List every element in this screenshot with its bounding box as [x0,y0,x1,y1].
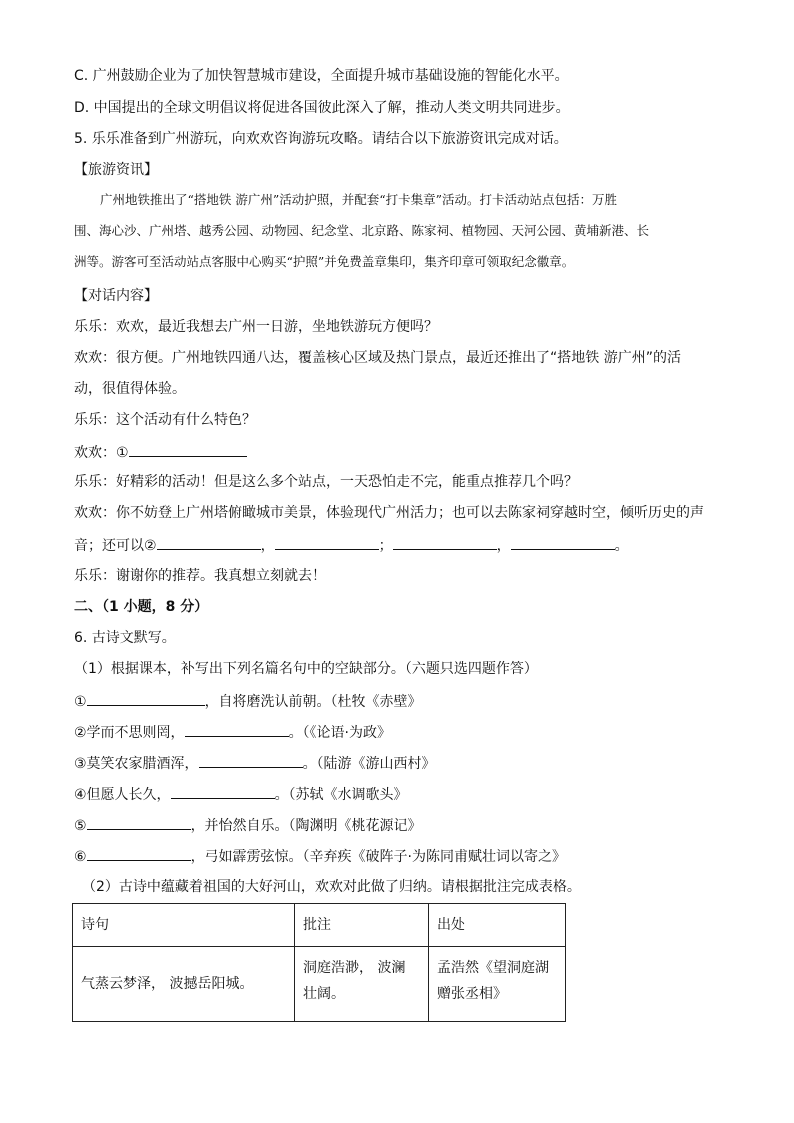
table-header-source: 出处 [429,904,566,947]
dialog-line-6b [74,534,629,556]
item-suffix: ，并怡然自乐。（陶渊明《桃花源记》 [190,818,422,834]
recitation-blank-5[interactable] [87,814,191,830]
separator: ； [378,538,393,554]
dialog-heading: 【对话内容】 [74,288,158,304]
table-row [73,947,566,1022]
recitation-item-6 [74,845,566,867]
question-6-stem: 6. 古诗文默写。 [74,630,176,646]
recitation-item-2 [74,721,391,743]
dialog-line-1: 乐乐：欢欢，最近我想去广州一日游，坐地铁游玩方便吗？ [74,319,438,335]
item-prefix: ④但愿人长久， [74,787,171,803]
dialog-line-3: 乐乐：这个活动有什么特色？ [74,412,256,428]
option-d: D. 中国提出的全球文明倡议将促进各国彼此深入了解，推动人类文明共同进步。 [74,100,570,116]
option-c: C. 广州鼓励企业为了加快智慧城市建设，全面提升城市基础设施的智能化水平。 [74,68,569,84]
section-2-heading: 二、（1 小题，8 分） [74,599,209,615]
part-1-intro: （1）根据课本，补写出下列名篇名句中的空缺部分。（六题只选四题作答） [74,661,538,677]
item-suffix: ，自将磨洗认前朝。（杜牧《赤壁》 [204,694,422,710]
dialog-line-2b: 动，很值得体验。 [74,381,186,397]
question-5-stem: 5. 乐乐准备到广州游玩，向欢欢咨询游玩攻略。请结合以下旅游资讯完成对话。 [74,131,568,147]
travel-info-line: 洲等。游客可至活动站点客服中心购买“护照”并免费盖章集印，集齐印章可领取纪念徽章。 [74,254,575,269]
item-suffix: 。（《论语·为政》 [288,725,392,741]
recitation-item-5 [74,814,422,836]
source-line: 孟浩然《望洞庭湖 [437,960,549,976]
table-cell-poem: 气蒸云梦泽， 波撼岳阳城。 [73,947,295,1022]
item-prefix: ⑤ [74,818,87,834]
table-header-row [73,904,566,947]
info-heading: 【旅游资讯】 [74,162,158,178]
recitation-blank-6[interactable] [87,845,191,861]
source-line: 赠张丞相》 [437,986,507,1002]
table-cell-source [429,947,566,1022]
dialog-line-5: 乐乐：好精彩的活动！但是这么多个站点，一天恐怕走不完，能重点推荐几个吗？ [74,474,578,490]
answer-blank-2b[interactable] [275,534,379,550]
answer-blank-2d[interactable] [511,534,615,550]
answer-blank-1[interactable] [129,441,247,457]
recitation-blank-2[interactable] [185,721,289,737]
table-header-note: 批注 [295,904,429,947]
dialog-line-4-text: 欢欢：① [74,445,129,461]
recitation-blank-3[interactable] [199,752,303,768]
answer-blank-2c[interactable] [393,534,497,550]
recitation-blank-4[interactable] [171,783,275,799]
table-header-poem: 诗句 [73,904,295,947]
travel-info-line: 广州地铁推出了“搭地铁 游广州”活动护照，并配套“打卡集章”活动。打卡活动站点包括：万胜 [100,192,618,207]
dialog-line-7: 乐乐：谢谢你的推荐。我真想立刻就去！ [74,568,326,584]
item-suffix: ，弓如霹雳弦惊。（辛弃疾《破阵子·为陈同甫赋壮词以寄之》 [190,849,567,865]
travel-info-passage [74,184,720,277]
recitation-blank-1[interactable] [87,690,205,706]
answer-blank-2a[interactable] [157,534,261,550]
dialog-line-6b-text: 音；还可以② [74,538,157,554]
item-prefix: ⑥ [74,849,87,865]
part-2-intro: （2）古诗中蕴藏着祖国的大好河山，欢欢对此做了归纳。请根据批注完成表格。 [82,879,581,895]
separator: ， [260,538,275,554]
item-prefix: ① [74,694,87,710]
separator: ， [496,538,511,554]
item-suffix: 。（陆游《游山西村》 [302,756,436,772]
summary-table [72,903,566,1022]
table-cell-note [295,947,429,1022]
dialog-line-2a: 欢欢：很方便。广州地铁四通八达，覆盖核心区域及热门景点，最近还推出了“搭地铁 游广州”的活 [74,350,681,366]
note-line: 洞庭浩渺， 波澜 [303,960,406,976]
travel-info-line: 围、海心沙、广州塔、越秀公园、动物园、纪念堂、北京路、陈家祠、植物园、天河公园、黄埔新港、长 [74,223,650,238]
recitation-item-3 [74,752,436,774]
item-prefix: ②学而不思则罔， [74,725,185,741]
recitation-item-1 [74,690,422,712]
item-suffix: 。（苏轼《水调歌头》 [274,787,408,803]
item-prefix: ③莫笑农家腊酒浑， [74,756,199,772]
separator: 。 [614,538,629,554]
dialog-line-6a: 欢欢：你不妨登上广州塔俯瞰城市美景，体验现代广州活力；也可以去陈家祠穿越时空，倾听历史的声 [74,505,704,521]
dialog-line-4 [74,441,247,463]
recitation-item-4 [74,783,408,805]
note-line: 壮阔。 [303,986,345,1002]
